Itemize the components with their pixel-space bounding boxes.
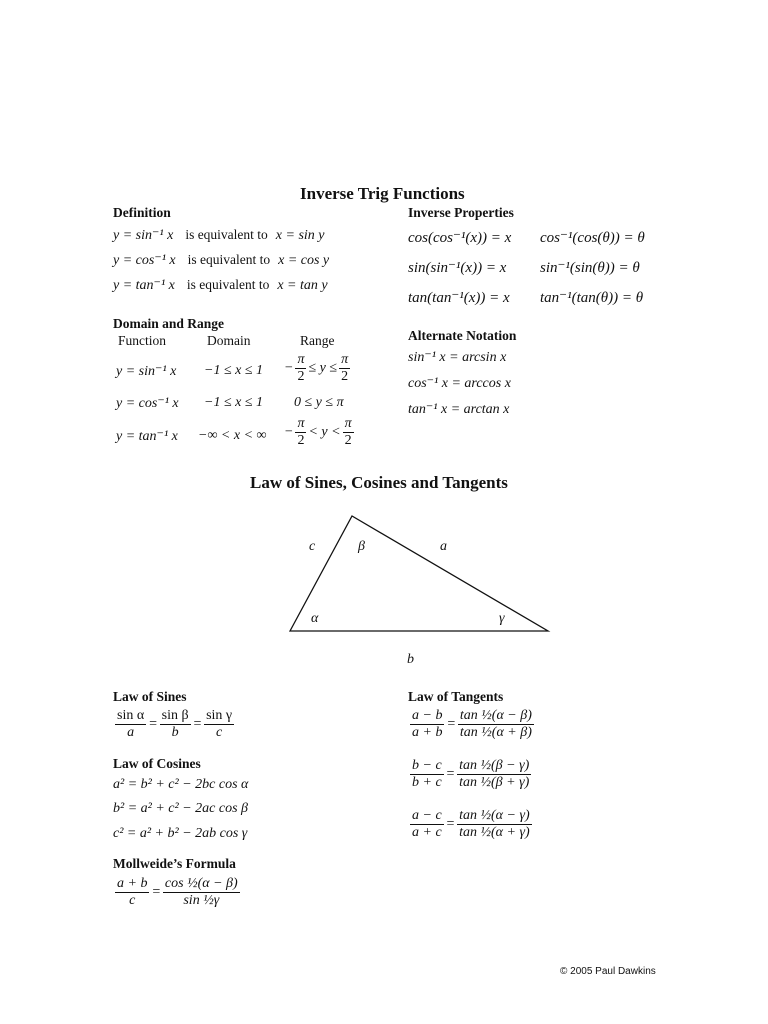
definition-mid: is equivalent to [185, 227, 268, 242]
frac-num: cos ½(α − β) [164, 876, 238, 891]
side-a-label: a [440, 539, 447, 554]
side-c-label: c [309, 539, 316, 554]
alt-notation: tan⁻¹ x = arctan x [408, 402, 510, 417]
definition-heading: Definition [113, 205, 171, 220]
frac-den: c [129, 893, 136, 908]
mollweide-heading: Mollweide’s Formula [113, 856, 236, 871]
frac-den: 2 [297, 369, 305, 384]
domain-value: −∞ < x < ∞ [198, 428, 267, 443]
fraction [457, 758, 531, 791]
frac-den: 2 [344, 433, 352, 448]
definition-mid: is equivalent to [186, 277, 270, 292]
frac-num: tan ½(α − γ) [459, 808, 530, 823]
column-domain: Domain [207, 333, 251, 348]
frac-num: π [341, 352, 349, 367]
alt-notation: cos⁻¹ x = arccos x [408, 376, 511, 391]
property-a: sin(sin⁻¹(x)) = x [408, 260, 507, 276]
alt-heading: Alternate Notation [408, 328, 517, 343]
frac-den: 2 [341, 369, 349, 384]
cosine-formula: b² = a² + c² − 2ac cos β [113, 801, 248, 816]
frac-num: a − b [412, 708, 443, 723]
frac-den: tan ½(α + β) [459, 725, 532, 740]
frac-num: π [344, 416, 352, 431]
definition-lhs: y = cos⁻¹ x [113, 253, 176, 268]
column-range: Range [300, 333, 335, 348]
property-b: tan⁻¹(tan(θ)) = θ [540, 290, 644, 306]
frac-den: tan ½(α + γ) [459, 825, 530, 840]
properties-heading: Inverse Properties [408, 205, 514, 220]
frac-num: sin β [161, 708, 189, 723]
side-b-label: b [407, 652, 414, 667]
angle-gamma-label: γ [499, 611, 505, 626]
range-value: 0 ≤ y ≤ π [294, 395, 344, 410]
mollweide-formula [113, 876, 242, 909]
frac-num: tan ½(β − γ) [459, 758, 530, 773]
fraction [115, 708, 146, 741]
sines-heading: Law of Sines [113, 689, 187, 704]
frac-den: 2 [297, 433, 305, 448]
range-minus: − [284, 424, 294, 440]
frac-den: sin ½γ [183, 893, 220, 908]
copyright-footer: © 2005 Paul Dawkins [560, 966, 656, 977]
equals-sign: = [148, 716, 158, 732]
fraction [458, 708, 534, 741]
property-b: cos⁻¹(cos(θ)) = θ [540, 230, 645, 246]
alt-notation: sin⁻¹ x = arcsin x [408, 350, 507, 365]
tangent-formula [408, 708, 536, 741]
frac-den: a [127, 725, 135, 740]
property-a: cos(cos⁻¹(x)) = x [408, 230, 512, 246]
definition-rhs: x = sin y [275, 228, 325, 243]
tangent-formula [408, 758, 533, 791]
frac-num: π [297, 352, 305, 367]
definition-mid: is equivalent to [187, 252, 271, 267]
triangle-shape [290, 516, 548, 631]
tangents-heading: Law of Tangents [408, 689, 504, 704]
angle-alpha-label: α [311, 611, 319, 626]
column-function: Function [118, 333, 167, 348]
frac-num: sin γ [206, 708, 233, 723]
domain-func: y = tan⁻¹ x [116, 429, 178, 444]
definition-lhs: y = sin⁻¹ x [113, 228, 174, 243]
definition-rhs: x = cos y [278, 253, 330, 268]
range-mid: < y < [308, 424, 341, 440]
domain-func: y = sin⁻¹ x [116, 364, 177, 379]
equals-sign: = [192, 716, 203, 732]
frac-num: π [297, 416, 305, 431]
frac-num: sin α [117, 708, 145, 723]
equals-sign: = [151, 884, 161, 900]
frac-num: a − c [412, 808, 442, 823]
fraction [204, 708, 234, 741]
fraction [457, 808, 532, 841]
laws-title: Law of Sines, Cosines and Tangents [250, 473, 508, 492]
fraction [115, 876, 149, 909]
law-of-sines [113, 708, 236, 741]
frac-num: a + b [117, 876, 148, 891]
property-b: sin⁻¹(sin(θ)) = θ [540, 260, 640, 276]
frac-den: c [215, 725, 223, 740]
domain-value: −1 ≤ x ≤ 1 [204, 363, 264, 378]
cosines-heading: Law of Cosines [113, 756, 201, 771]
angle-beta-label: β [358, 539, 365, 554]
equals-sign: = [445, 766, 456, 782]
range-minus: − [284, 360, 294, 376]
frac-den: tan ½(β + γ) [459, 775, 530, 790]
frac-den: a + b [412, 725, 443, 740]
range-mid: ≤ y ≤ [308, 360, 338, 376]
domain-value: −1 ≤ x ≤ 1 [204, 395, 264, 410]
domain-func: y = cos⁻¹ x [116, 396, 179, 411]
equals-sign: = [446, 716, 456, 732]
property-a: tan(tan⁻¹(x)) = x [408, 290, 510, 306]
tangent-formula [408, 808, 534, 841]
equals-sign: = [445, 816, 456, 832]
definition-lhs: y = tan⁻¹ x [113, 278, 175, 293]
inverse-title: Inverse Trig Functions [300, 184, 465, 203]
frac-den: b + c [412, 775, 442, 790]
frac-den: b [171, 725, 179, 740]
fraction [410, 808, 444, 841]
frac-num: b − c [412, 758, 442, 773]
fraction [410, 708, 444, 741]
frac-den: a + c [412, 825, 442, 840]
frac-num: tan ½(α − β) [459, 708, 532, 723]
cosine-formula: c² = a² + b² − 2ab cos γ [113, 826, 248, 841]
fraction [163, 876, 240, 909]
cosine-formula: a² = b² + c² − 2bc cos α [113, 777, 249, 792]
definition-rhs: x = tan y [277, 278, 328, 293]
domain-heading: Domain and Range [113, 316, 225, 331]
fraction [160, 708, 191, 741]
fraction [410, 758, 444, 791]
